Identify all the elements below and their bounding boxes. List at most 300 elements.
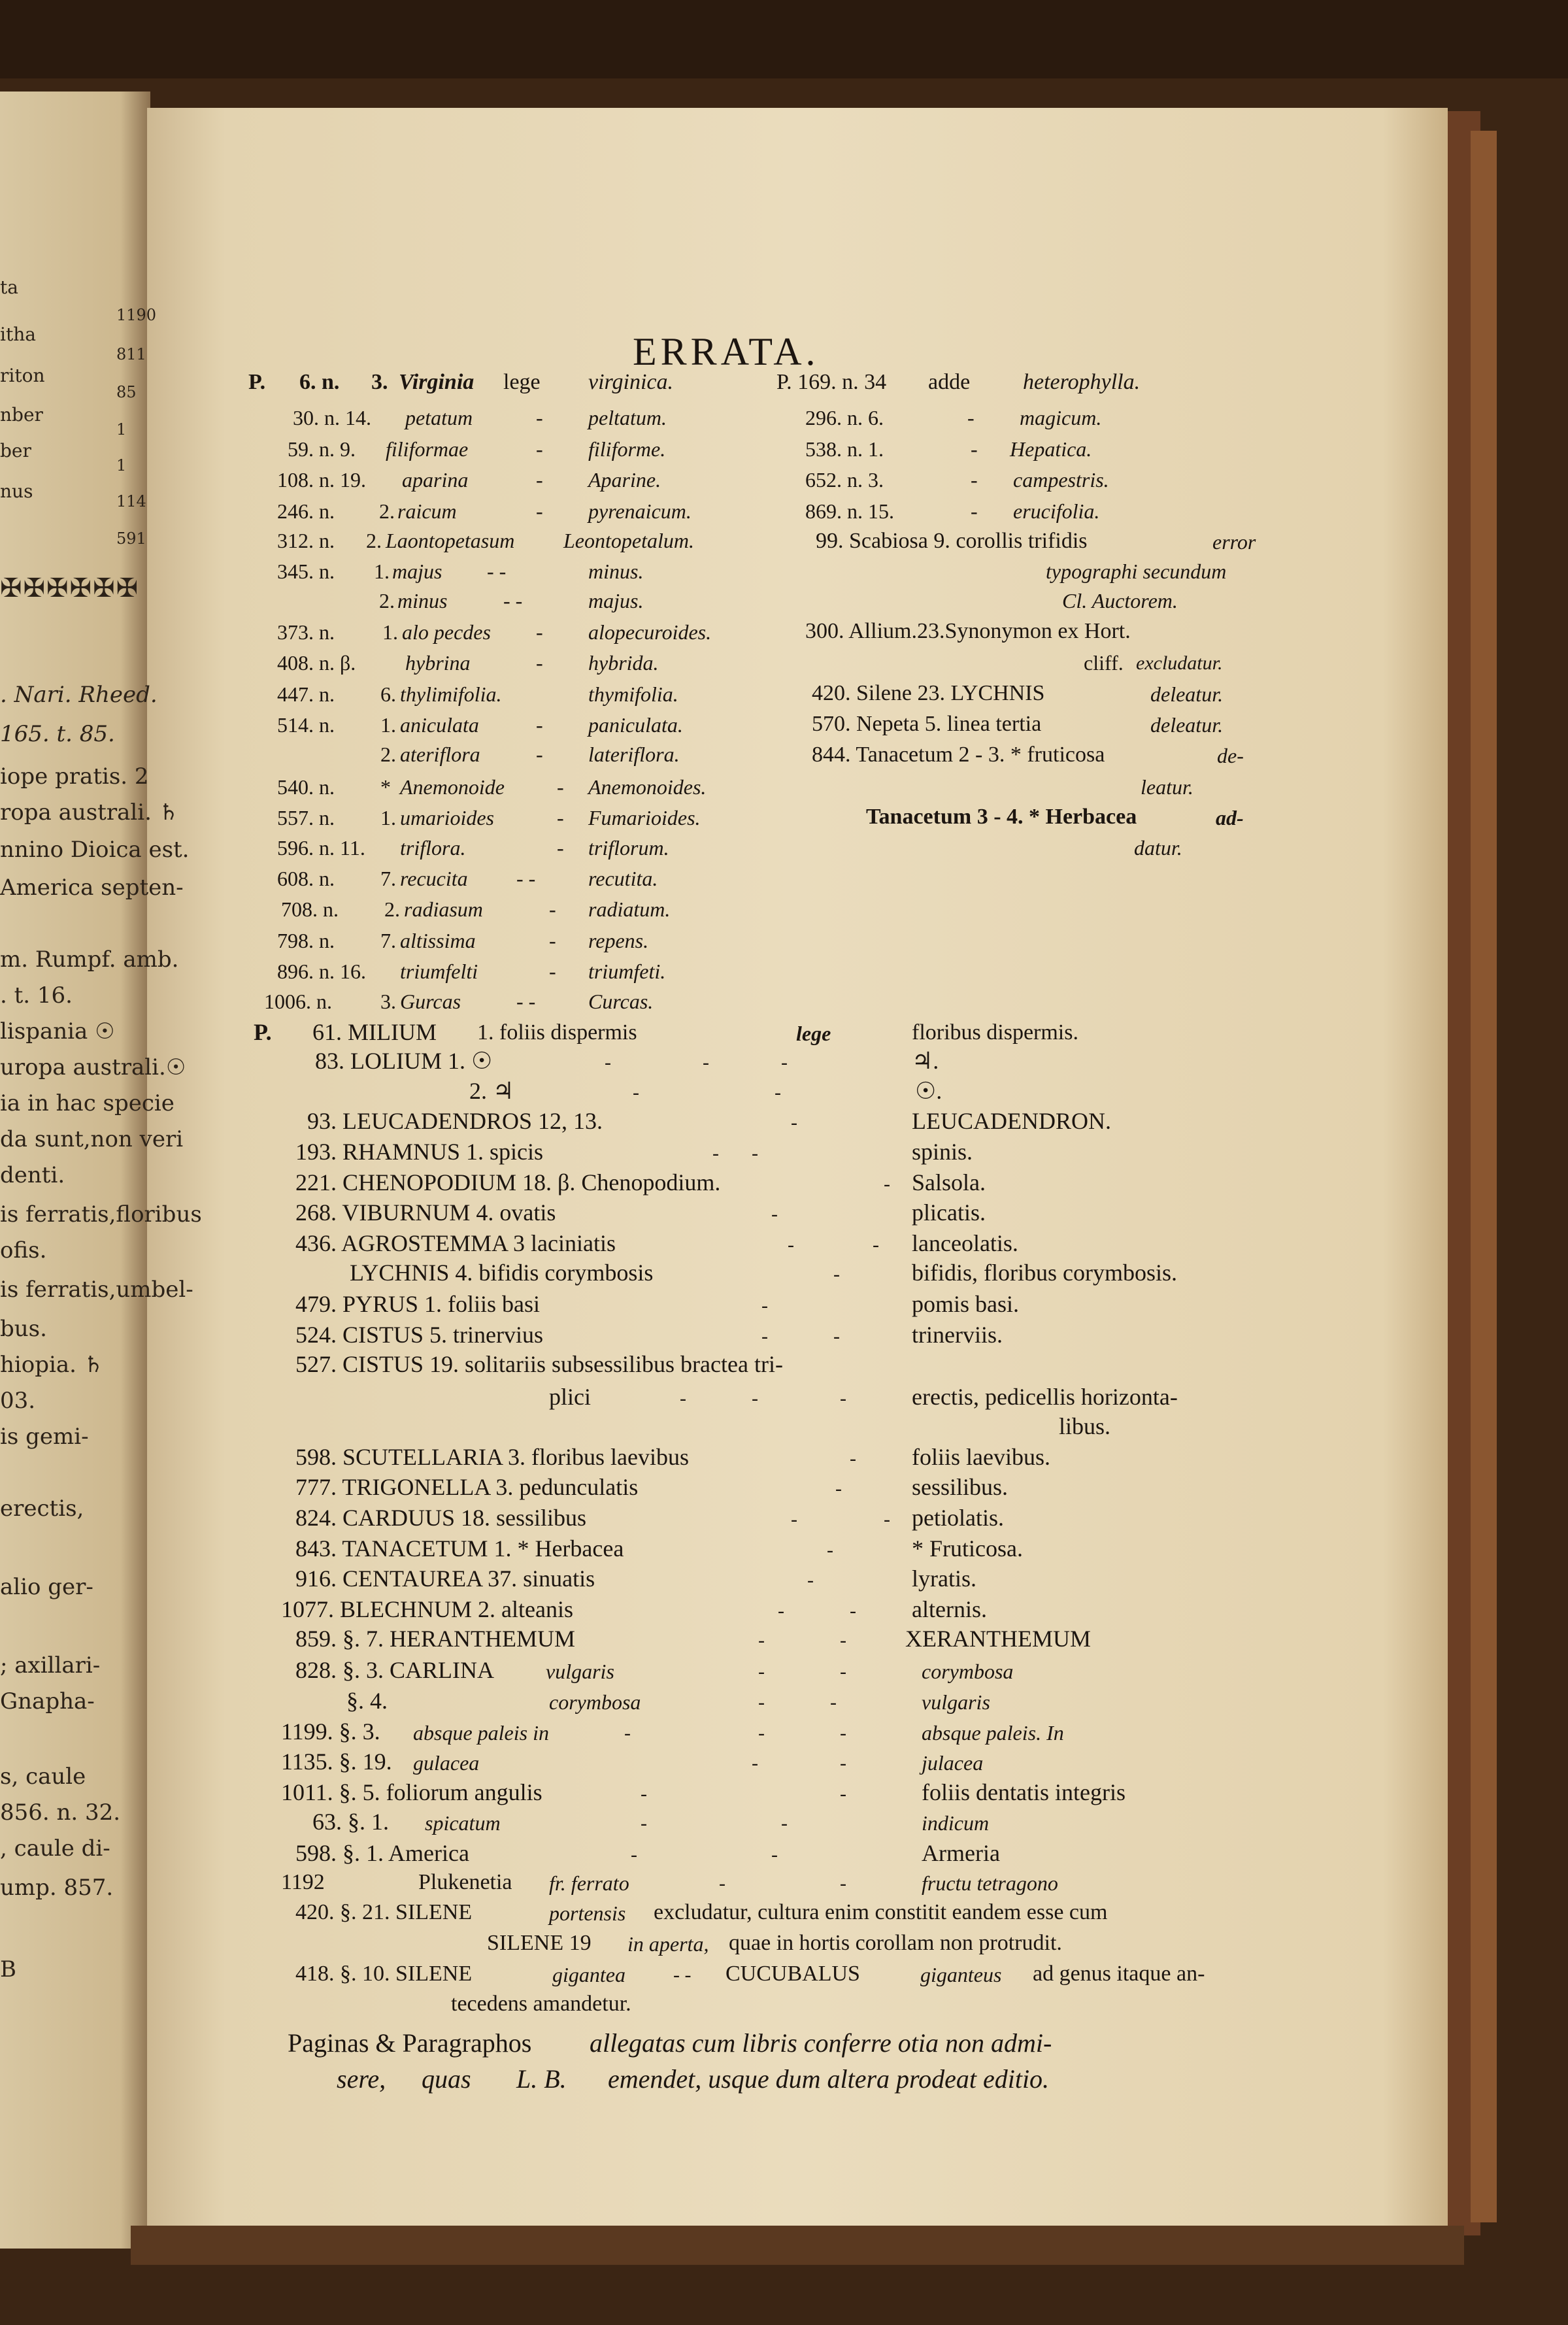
errata-line: 436. AGROSTEMMA 3 laciniatis (295, 1230, 616, 1257)
page-title: ERRATA. (633, 330, 820, 373)
facing-page-text: B (0, 1956, 16, 1983)
errata-line: gulacea (413, 1750, 480, 1775)
errata-line: heterophylla. (1023, 370, 1141, 395)
errata-line: 193. RHAMNUS 1. spicis (295, 1139, 544, 1165)
errata-line: recucita (400, 866, 468, 890)
errata-line: - (752, 1142, 758, 1164)
errata-line: - (758, 1691, 765, 1713)
errata-line: 108. n. 19. (277, 467, 366, 492)
errata-line: 7. (380, 928, 396, 952)
errata-line: excludatur, cultura enim constitit eandem esse cum (654, 1900, 1108, 1925)
errata-line: lege (503, 370, 541, 395)
errata-line: - (641, 1782, 647, 1805)
errata-line: - (536, 405, 543, 429)
errata-line: - (840, 1629, 846, 1651)
errata-line: - (761, 1294, 768, 1316)
errata-line: cliff. (1084, 650, 1124, 675)
errata-line: tecedens amandetur. (451, 1992, 631, 2016)
errata-line: 7. (380, 866, 396, 890)
facing-page-text: Gnapha- (0, 1688, 95, 1715)
errata-line: petiolatis. (912, 1505, 1004, 1531)
errata-line: 2. (384, 897, 400, 921)
errata-line: - (758, 1722, 765, 1744)
errata-line: - (641, 1812, 647, 1834)
errata-line: 99. Scabiosa 9. corollis trifidis (816, 529, 1088, 554)
errata-line: hybrina (405, 650, 471, 675)
errata-line: 570. Nepeta 5. linea tertia (812, 712, 1042, 737)
errata-line: P. 169. n. 34 (776, 370, 887, 395)
errata-line: Fumarioides. (588, 805, 701, 829)
errata-line: 1199. §. 3. (281, 1718, 380, 1745)
errata-line: * Fruticosa. (912, 1535, 1023, 1562)
errata-line: - (873, 1233, 879, 1256)
errata-line: - (807, 1569, 814, 1591)
errata-line: 527. CISTUS 19. solitariis subsessilibus bractea tri- (295, 1351, 783, 1378)
errata-line: 93. LEUCADENDROS 12, 13. (307, 1108, 603, 1135)
errata-line: 708. n. (281, 897, 339, 921)
errata-line: thylimifolia. (400, 682, 502, 706)
errata-line: repens. (588, 928, 649, 952)
errata-line: alopecuroides. (588, 620, 712, 644)
errata-line: 268. VIBURNUM 4. ovatis (295, 1199, 556, 1226)
errata-line: - (536, 742, 543, 766)
errata-line: 61. MILIUM (312, 1019, 437, 1046)
errata-line: leatur. (1141, 775, 1193, 799)
errata-line: - (840, 1872, 846, 1894)
errata-line: triumfeti. (588, 959, 666, 983)
errata-line: 514. n. (277, 712, 335, 737)
errata-line: alo pecdes (402, 620, 491, 644)
facing-page-text: 85 (116, 382, 137, 401)
errata-line: - (536, 712, 543, 737)
errata-line: 6. n. (299, 370, 340, 395)
errata-line: 596. n. 11. (277, 835, 365, 860)
facing-page-text: alio ger- (0, 1574, 93, 1601)
errata-line: 1006. n. (264, 989, 332, 1013)
facing-page-text: 165. t. 85. (0, 721, 115, 748)
errata-line: libus. (1059, 1413, 1111, 1440)
errata-line: 777. TRIGONELLA 3. pedunculatis (295, 1474, 639, 1501)
errata-line: - (884, 1173, 890, 1195)
errata-line: - (781, 1812, 788, 1834)
facing-page-text: 1 (116, 456, 127, 475)
errata-line: * (380, 775, 391, 799)
errata-line: filiforme. (588, 437, 666, 461)
errata-line: 608. n. (277, 866, 335, 890)
errata-line: 408. n. β. (277, 650, 356, 675)
errata-line: giganteus (920, 1962, 1002, 1986)
errata-line: 2. ♃ (469, 1078, 514, 1105)
errata-line: Paginas & Paragraphos (288, 2028, 532, 2058)
facing-page-text: 856. n. 32. (0, 1799, 121, 1826)
errata-line: LYCHNIS 4. bifidis corymbosis (350, 1260, 654, 1286)
errata-line: typographi secundum (1046, 559, 1227, 583)
errata-line: - (536, 467, 543, 492)
errata-line: - (884, 1508, 890, 1530)
errata-line: 479. PYRUS 1. foliis basi (295, 1291, 541, 1318)
facing-page-text: riton (0, 365, 45, 387)
facing-page-text: 591 (116, 529, 146, 548)
errata-line: petatum (405, 405, 473, 429)
errata-line: datur. (1134, 835, 1182, 860)
errata-line: lyratis. (912, 1565, 976, 1592)
facing-page-text: , caule di- (0, 1835, 110, 1862)
errata-line: 1. (374, 559, 390, 583)
errata-line: - (971, 467, 978, 492)
errata-line: 540. n. (277, 775, 335, 799)
errata-line: Salsola. (912, 1169, 986, 1196)
errata-line: absque paleis. In (922, 1720, 1064, 1745)
errata-line: - (549, 959, 556, 983)
errata-line: - (703, 1051, 709, 1073)
errata-line: 896. n. 16. (277, 959, 366, 983)
errata-line: CUCUBALUS (726, 1962, 860, 1986)
errata-line: - (833, 1325, 840, 1347)
facing-page-text: ofis. (0, 1237, 47, 1264)
errata-line: 3. (380, 989, 396, 1013)
errata-line: 557. n. (277, 805, 335, 829)
errata-line: - (850, 1447, 856, 1469)
errata-line: 538. n. 1. (805, 437, 884, 461)
facing-page-text: 114 (116, 492, 146, 510)
errata-line: 524. CISTUS 5. trinervius (295, 1322, 544, 1348)
errata-line: 246. n. (277, 499, 335, 523)
errata-line: indicum (922, 1811, 990, 1835)
errata-line: - (791, 1508, 797, 1530)
errata-line: 859. §. 7. HERANTHEMUM (295, 1626, 575, 1652)
errata-line: ad- (1216, 805, 1244, 829)
errata-line: - - (516, 866, 536, 890)
errata-line: aparina (402, 467, 469, 492)
facing-page-text: nus (0, 480, 33, 503)
errata-line: - (840, 1660, 846, 1682)
errata-line: error (1212, 529, 1256, 554)
errata-line: - - (673, 1964, 692, 1986)
errata-line: Plukenetia (418, 1870, 512, 1895)
errata-line: portensis (549, 1901, 626, 1925)
errata-line: 418. §. 10. SILENE (295, 1962, 473, 1986)
errata-line: - (712, 1142, 719, 1164)
errata-line: - (624, 1722, 631, 1744)
errata-line: aniculata (400, 712, 479, 737)
errata-line: - (549, 897, 556, 921)
errata-line: LEUCADENDRON. (912, 1108, 1111, 1135)
errata-line: Laontopetasum (386, 528, 515, 552)
errata-line: gigantea (552, 1962, 626, 1986)
errata-line: erucifolia. (1013, 499, 1100, 523)
errata-line: ♃. (912, 1048, 939, 1075)
errata-line: - (781, 1051, 788, 1073)
errata-line: - (840, 1722, 846, 1744)
errata-line: - (775, 1081, 781, 1103)
errata-line: - (830, 1691, 837, 1713)
errata-line: - (557, 835, 564, 860)
errata-line: 828. §. 3. CARLINA (295, 1657, 494, 1684)
errata-line: - (971, 499, 978, 523)
errata-line: ☉. (915, 1078, 942, 1105)
errata-line: - (605, 1051, 611, 1073)
errata-line: ad genus itaque an- (1033, 1962, 1205, 1986)
facing-page-text: is ferratis,floribus (0, 1201, 202, 1228)
errata-line: floribus dispermis. (912, 1020, 1078, 1045)
errata-line: 296. n. 6. (805, 405, 884, 429)
errata-line: 1192 (281, 1870, 325, 1895)
errata-line: - - (503, 588, 523, 612)
errata-line: - (752, 1387, 758, 1409)
errata-line: - (971, 437, 978, 461)
errata-line: magicum. (1020, 405, 1102, 429)
errata-line: triumfelti (400, 959, 478, 983)
errata-line: plici (549, 1384, 591, 1411)
errata-line: - (967, 405, 975, 429)
facing-page-text: itha (0, 324, 36, 346)
errata-line: allegatas cum libris conferre otia non admi- (590, 2028, 1052, 2058)
facing-page-text: ; axillari- (0, 1652, 101, 1679)
errata-line: majus. (588, 588, 644, 612)
facing-page-text: 811 (116, 344, 146, 363)
errata-line: filiformae (386, 437, 469, 461)
errata-line: - (840, 1782, 846, 1805)
errata-line: 1. (380, 712, 396, 737)
errata-line: in aperta, (627, 1932, 709, 1956)
errata-line: Hepatica. (1010, 437, 1092, 461)
errata-line: quae in hortis corollam non protrudit. (729, 1931, 1062, 1956)
errata-line: 844. Tanacetum 2 - 3. * fruticosa (812, 743, 1105, 767)
errata-line: - (758, 1660, 765, 1682)
errata-line: 869. n. 15. (805, 499, 894, 523)
errata-line: radiasum (404, 897, 483, 921)
errata-line: de- (1217, 743, 1244, 767)
facing-page-text: da sunt,non veri (0, 1126, 184, 1153)
errata-line: - (536, 650, 543, 675)
errata-line: - (791, 1111, 797, 1133)
facing-page-text: 1 (116, 420, 127, 439)
errata-line: - (850, 1599, 856, 1622)
errata-line: §. 4. (346, 1688, 388, 1714)
errata-line: lege (796, 1021, 831, 1045)
errata-line: 824. CARDUUS 18. sessilibus (295, 1505, 587, 1531)
errata-line: foliis laevibus. (912, 1444, 1050, 1471)
errata-line: minus. (588, 559, 644, 583)
facing-page-text: America septen- (0, 875, 184, 901)
errata-line: pyrenaicum. (588, 499, 692, 523)
errata-line: peltatum. (588, 405, 667, 429)
errata-line: Leontopetalum. (563, 528, 694, 552)
errata-line: bifidis, floribus corymbosis. (912, 1260, 1177, 1286)
errata-line: 345. n. (277, 559, 335, 583)
errata-line: - (771, 1203, 778, 1225)
errata-line: 83. LOLIUM 1. ☉ (315, 1048, 493, 1075)
errata-line: pomis basi. (912, 1291, 1020, 1318)
errata-line: excludatur. (1136, 652, 1223, 674)
errata-line: umarioides (400, 805, 494, 829)
errata-line: - (788, 1233, 794, 1256)
errata-line: fr. ferrato (549, 1871, 629, 1895)
errata-line: - (719, 1872, 726, 1894)
errata-line: Armeria (922, 1840, 1000, 1867)
errata-line: - (827, 1539, 833, 1561)
errata-line: 1011. §. 5. foliorum angulis (281, 1779, 542, 1806)
facing-page-text: denti. (0, 1162, 65, 1189)
errata-line: 30. n. 14. (293, 405, 371, 429)
errata-line: lanceolatis. (912, 1230, 1018, 1257)
errata-line: Gurcas (400, 989, 461, 1013)
errata-line: L. B. (516, 2064, 567, 2094)
errata-line: 447. n. (277, 682, 335, 706)
errata-line: absque paleis in (413, 1720, 549, 1745)
errata-line: triflorum. (588, 835, 669, 860)
errata-line: vulgaris (922, 1690, 990, 1714)
errata-line: XERANTHEMUM (905, 1626, 1091, 1652)
errata-line: julacea (922, 1750, 984, 1775)
errata-line: - (761, 1325, 768, 1347)
errata-line: SILENE 19 (487, 1931, 592, 1956)
facing-page-text: erectis, (0, 1496, 84, 1522)
errata-line: alternis. (912, 1596, 987, 1623)
errata-line: 63. §. 1. (312, 1809, 389, 1835)
errata-line: deleatur. (1150, 712, 1224, 737)
errata-line: Aparine. (588, 467, 661, 492)
errata-line: Anemonoides. (588, 775, 707, 799)
errata-line: spinis. (912, 1139, 973, 1165)
facing-page-text: s, caule (0, 1764, 86, 1790)
errata-line: - (840, 1752, 846, 1774)
facing-page-text: ump. 857. (0, 1875, 114, 1901)
facing-page-text: iope pratis. 2 (0, 763, 149, 790)
errata-line: sessilibus. (912, 1474, 1009, 1501)
facing-page-text: uropa australi.☉ (0, 1054, 186, 1081)
errata-line: - (557, 775, 564, 799)
errata-line: sere, (337, 2064, 386, 2094)
errata-line: - (680, 1387, 686, 1409)
errata-line: 3. (371, 370, 388, 395)
errata-line: 2. (379, 588, 395, 612)
errata-line: fructu tetragono (922, 1871, 1058, 1895)
errata-line: Virginia (399, 370, 475, 395)
errata-line: minus (397, 588, 448, 612)
errata-line: erectis, pedicellis horizonta- (912, 1384, 1178, 1411)
errata-line: 1. (380, 805, 396, 829)
facing-page-text: bus. (0, 1316, 47, 1343)
errata-line: thymifolia. (588, 682, 678, 706)
errata-line: 798. n. (277, 928, 335, 952)
errata-line: ateriflora (400, 742, 480, 766)
errata-line: 420. §. 21. SILENE (295, 1900, 473, 1925)
errata-line: 598. §. 1. America (295, 1840, 469, 1867)
errata-line: trinerviis. (912, 1322, 1003, 1348)
errata-line: 2. (380, 742, 396, 766)
errata-line: - (758, 1629, 765, 1651)
errata-line: - - (487, 559, 507, 583)
facing-page-text: lispania ☉ (0, 1018, 115, 1045)
errata-line: Cl. Auctorem. (1062, 588, 1178, 612)
errata-line: adde (928, 370, 971, 395)
errata-line: - (536, 437, 543, 461)
errata-line: quas (422, 2064, 471, 2094)
ornament-row: ✠✠✠✠✠✠ (0, 573, 140, 603)
errata-line: - (557, 805, 564, 829)
errata-line: - (536, 620, 543, 644)
errata-line: plicatis. (912, 1199, 986, 1226)
errata-line: 916. CENTAUREA 37. sinuatis (295, 1565, 595, 1592)
errata-line: triflora. (400, 835, 466, 860)
errata-line: deleatur. (1150, 682, 1224, 706)
errata-line: - (833, 1263, 840, 1285)
errata-line: Tanacetum 3 - 4. * Herbacea (866, 805, 1137, 829)
errata-line: raicum (397, 499, 457, 523)
errata-line: emendet, usque dum altera prodeat editio. (608, 2064, 1050, 2094)
errata-line: - (536, 499, 543, 523)
errata-line: campestris. (1013, 467, 1109, 492)
errata-line: 598. SCUTELLARIA 3. floribus laevibus (295, 1444, 689, 1471)
errata-line: 843. TANACETUM 1. * Herbacea (295, 1535, 624, 1562)
errata-line: - (778, 1599, 784, 1622)
facing-page-text: 1190 (116, 305, 157, 324)
facing-page-text: is gemi- (0, 1424, 89, 1450)
errata-line: - (835, 1477, 842, 1499)
errata-line: altissima (400, 928, 476, 952)
facing-page-text: m. Rumpf. amb. (0, 946, 179, 973)
facing-page-text: nnino Dioica est. (0, 837, 190, 863)
facing-page-text: 03. (0, 1388, 36, 1414)
errata-line: Curcas. (588, 989, 654, 1013)
errata-line: recutita. (588, 866, 658, 890)
errata-line: Anemonoide (400, 775, 505, 799)
errata-line: lateriflora. (588, 742, 680, 766)
errata-line: - - (516, 989, 536, 1013)
errata-line: foliis dentatis integris (922, 1779, 1126, 1806)
errata-line: 652. n. 3. (805, 467, 884, 492)
facing-page-text: is ferratis,umbel- (0, 1277, 193, 1303)
errata-line: vulgaris (546, 1659, 614, 1683)
errata-line: 1. (382, 620, 398, 644)
errata-line: 2. (379, 499, 395, 523)
errata-line: - (840, 1387, 846, 1409)
errata-line: - (771, 1843, 778, 1865)
facing-page-text: nber (0, 404, 43, 426)
errata-line: 373. n. (277, 620, 335, 644)
errata-line: 420. Silene 23. LYCHNIS (812, 681, 1045, 706)
errata-line: hybrida. (588, 650, 659, 675)
facing-page-text: . t. 16. (0, 982, 73, 1009)
errata-line: - (633, 1081, 639, 1103)
errata-line: - (631, 1843, 637, 1865)
errata-line: - (752, 1752, 758, 1774)
errata-line: 300. Allium.23.Synonymon ex Hort. (805, 619, 1131, 644)
errata-line: P. (248, 370, 266, 395)
errata-line: paniculata. (588, 712, 683, 737)
errata-line: - (549, 928, 556, 952)
errata-line: 1135. §. 19. (281, 1748, 392, 1775)
errata-line: 1077. BLECHNUM 2. alteanis (281, 1596, 573, 1623)
facing-page-text: ia in hac specie (0, 1090, 175, 1117)
errata-line: P. (254, 1019, 272, 1046)
errata-line: 6. (380, 682, 396, 706)
facing-page-text: ta (0, 276, 18, 299)
errata-line: corymbosa (549, 1690, 641, 1714)
errata-line: majus (392, 559, 442, 583)
facing-page-text: . Nari. Rheed. (0, 682, 158, 709)
facing-page-text: ropa australi. ♄ (0, 799, 179, 826)
errata-line: virginica. (588, 370, 673, 395)
facing-page-text: hiopia. ♄ (0, 1352, 104, 1379)
errata-line: 59. n. 9. (288, 437, 356, 461)
facing-page-text: ber (0, 440, 31, 462)
errata-line: 221. CHENOPODIUM 18. β. Chenopodium. (295, 1169, 721, 1196)
errata-line: 1. foliis dispermis (477, 1020, 637, 1045)
errata-line: radiatum. (588, 897, 671, 921)
errata-line: 2. (366, 528, 382, 552)
